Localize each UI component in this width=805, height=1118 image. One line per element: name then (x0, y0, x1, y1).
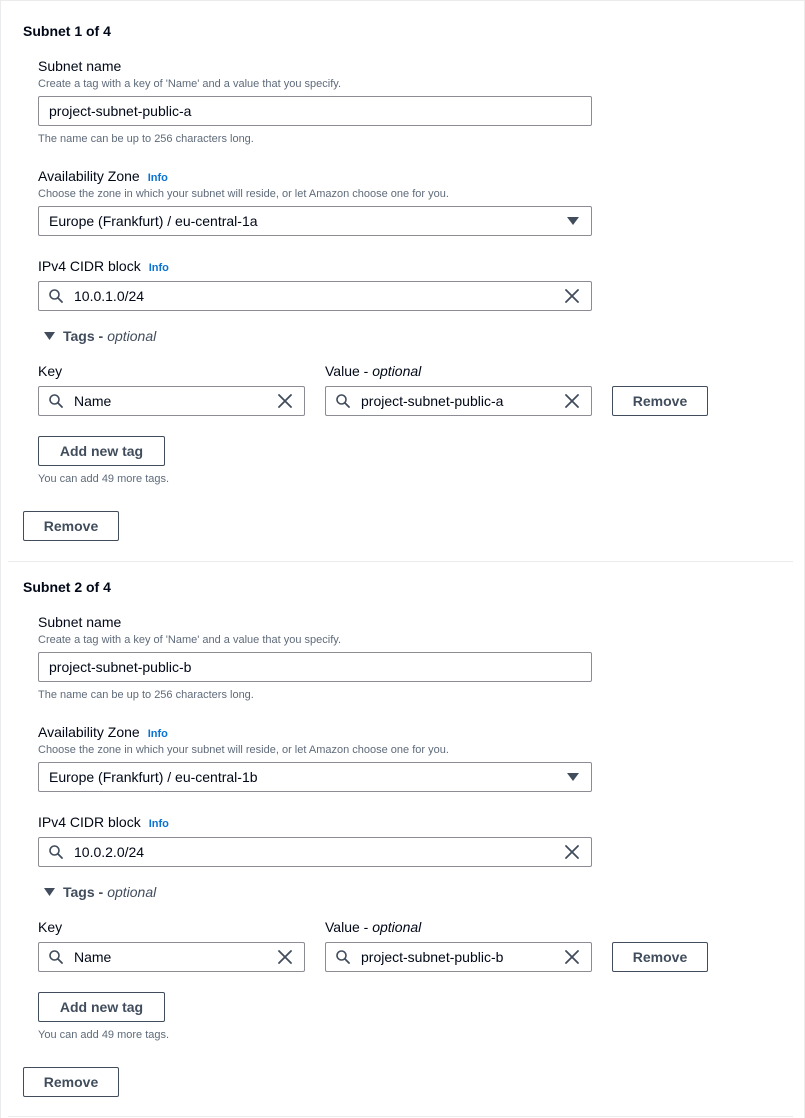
availability-zone-select[interactable] (38, 206, 592, 236)
tag-value-optional: optional (372, 919, 422, 935)
tags-label: Tags - (63, 328, 104, 344)
search-icon (336, 394, 350, 408)
tag-value-value: project-subnet-public-a (361, 393, 504, 409)
availability-zone-value: Europe (Frankfurt) / eu-central-1b (49, 769, 258, 785)
remove-subnet-button[interactable]: Remove (23, 511, 119, 541)
tag-key-value: Name (74, 393, 112, 409)
subnet-name-hint: The name can be up to 256 characters long. (38, 689, 254, 701)
ipv4-cidr-label (38, 258, 169, 274)
tags-remaining-note: You can add 49 more tags. (38, 473, 170, 485)
close-icon[interactable] (565, 845, 579, 859)
tag-value-label (325, 919, 421, 935)
subnet-name-label: Subnet name (38, 58, 122, 74)
tags-optional: optional (107, 328, 157, 344)
tag-value-label-text: Value - (325, 919, 369, 935)
tags-expander[interactable] (44, 328, 156, 344)
availability-zone-select[interactable] (38, 762, 592, 792)
ipv4-cidr-input[interactable] (38, 281, 592, 311)
remove-tag-button[interactable]: Remove (612, 386, 708, 416)
close-icon[interactable] (565, 394, 579, 408)
ipv4-cidr-value: 10.0.2.0/24 (74, 844, 145, 860)
section-divider-bottom (8, 1116, 793, 1117)
subnet-section-2 (0, 556, 805, 1112)
tags-label: Tags - (63, 884, 104, 900)
search-icon (49, 845, 63, 859)
search-icon (49, 289, 63, 303)
remove-tag-button[interactable]: Remove (612, 942, 708, 972)
add-new-tag-button[interactable]: Add new tag (38, 436, 165, 466)
close-icon[interactable] (278, 950, 292, 964)
search-icon (336, 950, 350, 964)
tags-remaining-note: You can add 49 more tags. (38, 1029, 170, 1041)
availability-zone-description: Choose the zone in which your subnet will reside, or let Amazon choose one for you. (38, 188, 449, 200)
subnet-name-description: Create a tag with a key of 'Name' and a value that you specify. (38, 78, 341, 90)
caret-down-icon (44, 888, 55, 896)
close-icon[interactable] (565, 950, 579, 964)
caret-down-icon (44, 332, 55, 340)
ipv4-cidr-info-link[interactable]: Info (148, 818, 169, 830)
availability-zone-label-text: Availability Zone (38, 168, 140, 184)
ipv4-cidr-value: 10.0.1.0/24 (74, 288, 145, 304)
tag-key-value: Name (74, 949, 112, 965)
availability-zone-description: Choose the zone in which your subnet will reside, or let Amazon choose one for you. (38, 744, 449, 756)
tag-value-label (325, 363, 421, 379)
availability-zone-label (38, 168, 168, 184)
availability-zone-info-link[interactable]: Info (147, 728, 168, 740)
remove-subnet-button[interactable]: Remove (23, 1067, 119, 1097)
ipv4-cidr-label-text: IPv4 CIDR block (38, 258, 141, 274)
search-icon (49, 394, 63, 408)
availability-zone-label (38, 724, 168, 740)
tag-key-label: Key (38, 363, 63, 379)
availability-zone-label-text: Availability Zone (38, 724, 140, 740)
tags-optional: optional (107, 884, 157, 900)
ipv4-cidr-label-text: IPv4 CIDR block (38, 814, 141, 830)
caret-down-icon (567, 773, 579, 781)
tag-value-input[interactable] (325, 386, 592, 416)
search-icon (49, 950, 63, 964)
availability-zone-value: Europe (Frankfurt) / eu-central-1a (49, 213, 258, 229)
subnet-name-hint: The name can be up to 256 characters long. (38, 133, 254, 145)
subnet-name-value: project-subnet-public-a (49, 103, 192, 119)
tag-value-optional: optional (372, 363, 422, 379)
ipv4-cidr-info-link[interactable]: Info (148, 262, 169, 274)
subnet-name-description: Create a tag with a key of 'Name' and a value that you specify. (38, 634, 341, 646)
tag-value-input[interactable] (325, 942, 592, 972)
subnet-name-input[interactable] (38, 96, 592, 126)
caret-down-icon (567, 217, 579, 225)
availability-zone-info-link[interactable]: Info (147, 172, 168, 184)
add-new-tag-button[interactable]: Add new tag (38, 992, 165, 1022)
subnet-name-input[interactable] (38, 652, 592, 682)
subnet-section-1 (0, 0, 805, 556)
tag-value-value: project-subnet-public-b (361, 949, 504, 965)
subnet-name-label: Subnet name (38, 614, 122, 630)
tag-key-input[interactable] (38, 942, 305, 972)
tag-key-input[interactable] (38, 386, 305, 416)
tag-value-label-text: Value - (325, 363, 369, 379)
ipv4-cidr-label (38, 814, 169, 830)
close-icon[interactable] (565, 289, 579, 303)
close-icon[interactable] (278, 394, 292, 408)
tags-expander[interactable] (44, 884, 156, 900)
tag-key-label: Key (38, 919, 63, 935)
subnet-title: Subnet 1 of 4 (23, 23, 111, 39)
subnet-name-value: project-subnet-public-b (49, 659, 192, 675)
ipv4-cidr-input[interactable] (38, 837, 592, 867)
subnet-title: Subnet 2 of 4 (23, 579, 111, 595)
